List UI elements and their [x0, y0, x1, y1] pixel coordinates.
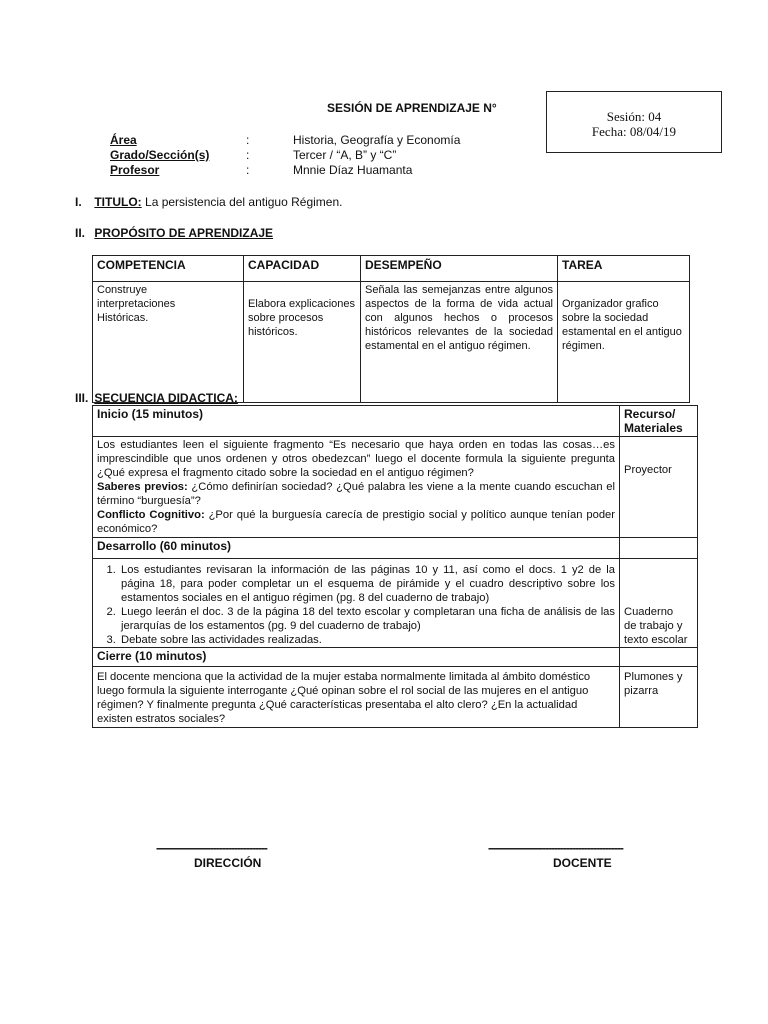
recurso-heading-line2: Materiales	[624, 421, 683, 435]
cierre-heading: Cierre (10 minutos)	[97, 649, 207, 663]
tarea-text: Organizador grafico sobre la sociedad estamental en el antiguo régimen.	[562, 298, 682, 352]
section-heading: SECUENCIA DIDACTICA:	[94, 391, 238, 405]
inicio-text: Los estudiantes leen el siguiente fragmento “Es necesario que haya orden en todas las cosas…es imprescindible que unos ordenen y otros obedezcan” luego el docente formula la siguiente pregunta ¿Qué expresa el fragmento citado sobre la sociedad en el antiguo régimen?	[97, 439, 615, 479]
signature-label-direccion: DIRECCIÓN	[194, 856, 262, 870]
list-item: 3. Debate sobre las actividades realizadas.	[119, 633, 615, 647]
signature-line-direccion: -------------------------------------	[156, 841, 267, 855]
session-number: Sesión: 04	[606, 109, 662, 124]
session-date: Fecha: 08/04/19	[591, 124, 677, 139]
desarrollo-body-cell	[93, 559, 620, 648]
col-header-competencia: COMPETENCIA	[93, 256, 244, 282]
inicio-header-cell	[93, 406, 620, 437]
signature-line-docente: ---------------------------------------------	[488, 841, 623, 855]
section-heading: PROPÓSITO DE APRENDIZAJE	[94, 226, 274, 240]
saberes-text: ¿Cómo definirían sociedad? ¿Qué palabra les viene a la mente cuando escuchan el término “burguesía”?	[97, 481, 615, 507]
col-header-capacidad: CAPACIDAD	[244, 256, 361, 282]
cell-competencia	[93, 282, 244, 403]
cierre-body-row	[93, 667, 698, 728]
info-value: Historia, Geografía y Economía	[293, 133, 461, 147]
desarrollo-header-empty	[620, 538, 698, 559]
sequence-table	[92, 405, 698, 728]
cierre-body-cell	[93, 667, 620, 728]
inicio-resource-cell	[620, 437, 698, 538]
info-label: Grado/Sección(s)	[110, 148, 210, 162]
inicio-body-row	[93, 437, 698, 538]
desarrollo-heading: Desarrollo (60 minutos)	[97, 539, 232, 553]
signature-label-docente: DOCENTE	[553, 856, 612, 870]
recurso-heading-line1: Recurso/	[624, 407, 676, 421]
list-item: 2. Luego leerán el doc. 3 de la página 18 del texto escolar y completaran una ficha de análisis de las jerarquías de los estamentos (pg. 9 del cuaderno de trabajo)	[119, 605, 615, 633]
cell-capacidad	[244, 282, 361, 403]
inicio-heading: Inicio (15 minutos)	[97, 407, 204, 421]
desarrollo-resource: Cuaderno de trabajo y texto escolar	[624, 606, 688, 646]
section-titulo	[75, 195, 342, 209]
purpose-table-header-row	[93, 256, 690, 282]
desarrollo-resource-cell	[620, 559, 698, 648]
info-separator: :	[246, 133, 250, 147]
desarrollo-list	[97, 563, 615, 647]
info-value: Tercer / “A, B” y “C”	[293, 148, 397, 162]
desarrollo-header-row	[93, 538, 698, 559]
info-label: Profesor	[110, 163, 160, 177]
cierre-text: El docente menciona que la actividad de la mujer estaba normalmente limitada al ámbito doméstico luego formula la siguiente interrogante ¿Qué opinan sobre el rol social de las mujeres en el antiguo régimen? Y finalmente pregunta ¿Qué características presentaba el alto clero? ¿En la actualidad existen estratos sociales?	[97, 671, 591, 725]
purpose-table-row	[93, 282, 690, 403]
section-number: I.	[75, 195, 82, 209]
conflicto-text: ¿Por qué la burguesía carecía de prestigio social y político aunque tenían poder económico?	[97, 509, 615, 535]
recurso-header-cell	[620, 406, 698, 437]
info-value: Mnnie Díaz Huamanta	[293, 163, 413, 177]
cell-desempeno: Señala las semejanzas entre algunos aspectos de la forma de vida actual con algunos hechos o procesos históricos relevantes de la sociedad estamental en el antiguo régimen.	[361, 282, 558, 403]
info-separator: :	[246, 163, 250, 177]
section-number: III.	[75, 391, 89, 405]
inicio-resource: Proyector	[624, 464, 672, 476]
capacidad-text: Elabora explicaciones sobre procesos históricos.	[248, 298, 356, 338]
conflicto-label: Conflicto Cognitivo:	[97, 509, 205, 521]
cell-tarea	[558, 282, 690, 403]
competencia-text: Construye interpretaciones Históricas.	[97, 284, 176, 324]
cierre-header-cell	[93, 648, 620, 667]
cierre-resource: Plumones y pizarra	[624, 671, 683, 697]
desarrollo-header-cell	[93, 538, 620, 559]
inicio-header-row	[93, 406, 698, 437]
saberes-label: Saberes previos:	[97, 481, 188, 493]
list-item: 1. Los estudiantes revisaran la información de las páginas 10 y 11, así como el docs. 1 y2 de la página 18, para poder completar un el esquema de pirámide y el cuadro descriptivo sobre los estamentos sociales en el antiguo régimen (pg. 8 del cuaderno de trabajo)	[119, 563, 615, 605]
session-box	[546, 91, 722, 153]
document-title: SESIÓN DE APRENDIZAJE N°	[327, 101, 497, 115]
info-label: Área	[110, 133, 137, 147]
cierre-resource-cell	[620, 667, 698, 728]
info-separator: :	[246, 148, 250, 162]
purpose-table	[92, 255, 690, 403]
section-title-text: La persistencia del antiguo Régimen.	[145, 195, 343, 209]
section-proposito	[75, 226, 273, 240]
desarrollo-body-row	[93, 559, 698, 648]
section-number: II.	[75, 226, 86, 240]
cierre-header-row	[93, 648, 698, 667]
cierre-header-empty	[620, 648, 698, 667]
col-header-tarea: TAREA	[558, 256, 690, 282]
col-header-desempeno: DESEMPEÑO	[361, 256, 558, 282]
section-heading: TITULO:	[94, 195, 142, 209]
section-secuencia	[75, 391, 238, 405]
inicio-body-cell	[93, 437, 620, 538]
